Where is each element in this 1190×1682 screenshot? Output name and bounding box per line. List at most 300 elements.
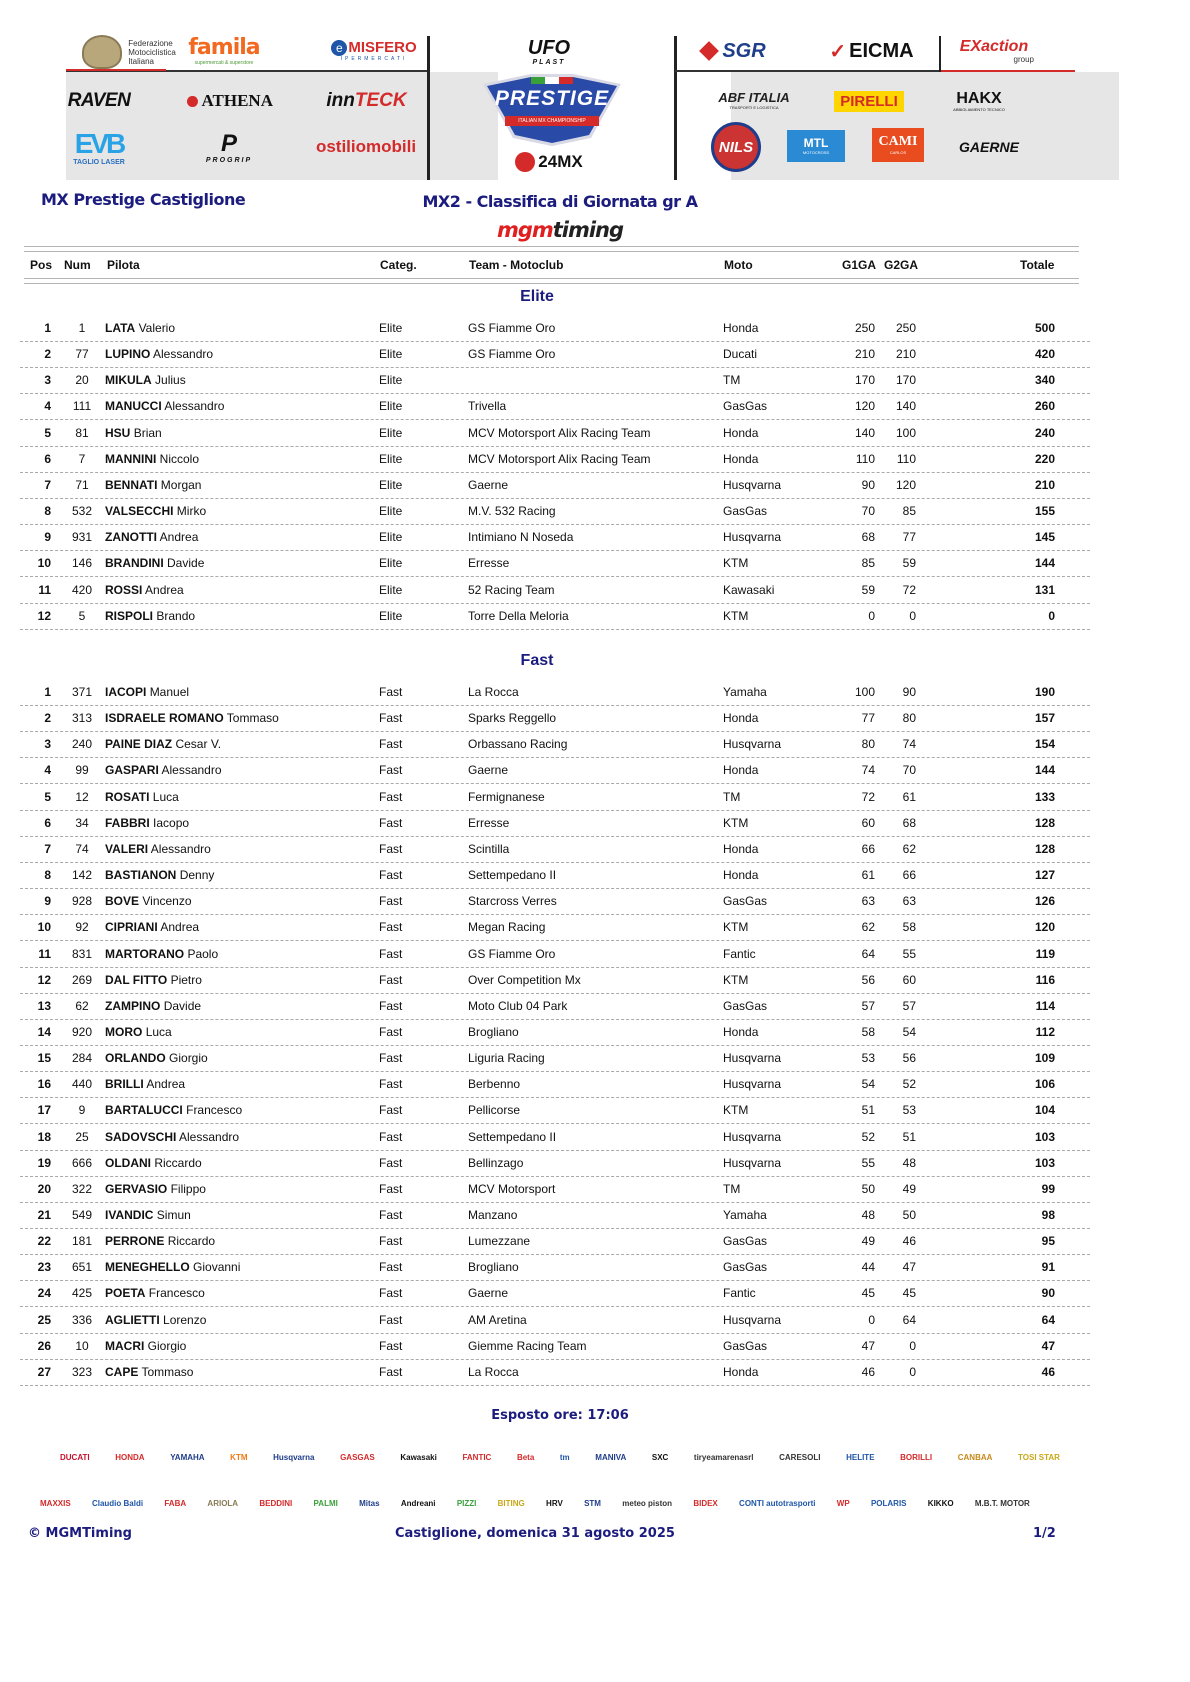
- team: GS Fiamme Oro: [468, 347, 556, 362]
- team: Erresse: [468, 815, 510, 830]
- team: La Rocca: [468, 1364, 519, 1379]
- moto: GasGas: [723, 504, 768, 519]
- race1-points: 140: [854, 425, 875, 440]
- pilot-name: [105, 1182, 370, 1196]
- position: 2: [44, 711, 51, 726]
- race1-points: 250: [854, 321, 875, 335]
- sponsor-logo: Andreani: [400, 1498, 436, 1508]
- pilot-last-name: BARTALUCCI: [105, 1103, 183, 1118]
- race1-points: 61: [861, 868, 875, 883]
- race1-points: 49: [861, 1234, 875, 1249]
- sponsor-logo: CARESOLI: [779, 1452, 821, 1462]
- race2-points: 80: [902, 711, 916, 726]
- header-rule: [24, 246, 1079, 252]
- total-points: 112: [1035, 1024, 1055, 1039]
- 24mx-text: 24MX: [538, 152, 583, 171]
- team: Settempedano II: [468, 1129, 557, 1144]
- table-row: [20, 1150, 1090, 1177]
- pilot-first-name: Iacopo: [153, 815, 190, 830]
- position: 17: [37, 1103, 51, 1118]
- position: 1: [44, 685, 51, 699]
- race-number: 10: [75, 1338, 89, 1353]
- section-title: Elite: [520, 288, 554, 305]
- position: 4: [44, 399, 51, 414]
- category: Fast: [379, 1103, 403, 1118]
- total-points: 128: [1034, 815, 1055, 830]
- race-number: 420: [71, 582, 93, 597]
- fmi-emblem-icon: [82, 35, 122, 69]
- pilot-last-name: PAINE DIAZ: [105, 737, 173, 752]
- team: Scintilla: [468, 841, 510, 856]
- position: 21: [37, 1208, 51, 1222]
- pilot-name: [105, 947, 370, 961]
- position: 20: [37, 1181, 51, 1196]
- category: Fast: [379, 1364, 403, 1379]
- total-points: 114: [1035, 998, 1055, 1013]
- moto: GasGas: [723, 1234, 768, 1249]
- header-rule: [24, 278, 1079, 284]
- classification-title: MX2 - Classifica di Giornata gr A: [422, 192, 698, 211]
- pilot-name: [105, 426, 370, 440]
- category: Fast: [379, 972, 403, 987]
- hakx-text: HAKX: [956, 89, 1002, 107]
- team: Settempedano II: [468, 868, 557, 883]
- pilot-first-name: Luca: [145, 1024, 172, 1039]
- moto: Husqvarna: [723, 737, 782, 752]
- race-number: 181: [71, 1234, 93, 1249]
- sponsor-logo: HONDA: [115, 1452, 145, 1462]
- sponsor-logo: STM: [584, 1498, 601, 1508]
- race-number: 20: [75, 373, 89, 388]
- position: 5: [44, 789, 51, 804]
- pilot-first-name: Brian: [133, 425, 162, 440]
- total-points: 145: [1034, 530, 1055, 545]
- pilot-first-name: Giorgio: [147, 1338, 187, 1353]
- pilot-name: [105, 1260, 370, 1274]
- moto: Honda: [723, 868, 759, 883]
- category: Fast: [379, 841, 403, 856]
- pilot-last-name: DAL FITTO: [105, 972, 168, 987]
- athena-text: ATHENA: [201, 91, 273, 110]
- sponsor-logo: DUCATI: [60, 1452, 90, 1462]
- pilot-last-name: MENEGHELLO: [105, 1260, 190, 1275]
- team: Lumezzane: [468, 1234, 531, 1249]
- race1-points: 46: [861, 1364, 875, 1379]
- position: 3: [44, 737, 51, 752]
- table-row: [20, 550, 1090, 577]
- race1-points: 66: [861, 841, 875, 856]
- table-row: [20, 603, 1090, 630]
- pilot-last-name: LATA: [105, 321, 136, 335]
- banner-right-panel: [731, 72, 1119, 180]
- pilot-first-name: Valerio: [138, 321, 176, 335]
- race2-points: 66: [902, 868, 916, 883]
- position: 6: [44, 451, 51, 466]
- pilot-first-name: Riccardo: [167, 1234, 216, 1249]
- category: Fast: [379, 1338, 403, 1353]
- moto: GasGas: [723, 399, 768, 414]
- pilot-name: [105, 711, 370, 725]
- race-number: 928: [71, 894, 93, 909]
- race1-points: 62: [861, 920, 875, 935]
- team: Gaerne: [468, 763, 509, 778]
- pilot-last-name: IVANDIC: [105, 1208, 154, 1222]
- sponsor-logo: ARIOLA: [207, 1498, 239, 1508]
- position: 3: [44, 373, 51, 388]
- total-points: 119: [1035, 946, 1055, 961]
- race-number: 666: [71, 1155, 93, 1170]
- race2-points: 74: [902, 737, 916, 752]
- category: Fast: [379, 1024, 403, 1039]
- fmi-text: Federazione Motociclistica Italiana: [128, 38, 176, 66]
- position: 7: [44, 477, 51, 492]
- pilot-last-name: VALERI: [105, 841, 149, 856]
- moto: KTM: [723, 920, 749, 935]
- sponsor-logo: tiryeamarenasrl: [693, 1452, 754, 1462]
- moto: Fantic: [723, 1286, 756, 1301]
- table-row: [20, 341, 1090, 368]
- race2-points: 64: [902, 1312, 916, 1327]
- team: Orbassano Racing: [468, 737, 568, 752]
- moto: Husqvarna: [723, 1129, 782, 1144]
- race1-points: 110: [855, 451, 875, 466]
- position: 9: [44, 530, 51, 545]
- category: Fast: [379, 737, 403, 752]
- pilot-last-name: AGLIETTI: [105, 1312, 160, 1327]
- moto: GasGas: [723, 998, 768, 1013]
- pilot-name: [105, 556, 370, 570]
- table-row: [20, 731, 1090, 758]
- prestige-text: PRESTIGE: [494, 87, 610, 110]
- sponsor-logo: HELITE: [846, 1452, 875, 1462]
- category: Elite: [379, 582, 403, 597]
- moto: GasGas: [723, 1260, 768, 1275]
- banner-left-panel: [66, 72, 498, 180]
- total-points: 104: [1034, 1103, 1055, 1118]
- 24mx-logo: [504, 148, 594, 176]
- pilot-last-name: POETA: [105, 1286, 146, 1301]
- race1-points: 90: [861, 477, 875, 492]
- pilot-first-name: Mirko: [176, 504, 207, 519]
- pilot-last-name: ZAMPINO: [105, 998, 161, 1013]
- fmi-logo: [79, 36, 179, 68]
- team: Sparks Reggello: [468, 711, 557, 726]
- cami-logo: [872, 128, 924, 162]
- category: Fast: [379, 1208, 403, 1222]
- position: 7: [44, 841, 51, 856]
- moto: Honda: [723, 321, 759, 335]
- pilot-last-name: FABBRI: [105, 815, 150, 830]
- race2-points: 58: [902, 920, 916, 935]
- team: Trivella: [468, 399, 507, 414]
- moto: Yamaha: [723, 685, 767, 699]
- race2-points: 60: [902, 972, 916, 987]
- race1-points: 57: [861, 998, 875, 1013]
- table-row: [20, 1071, 1090, 1098]
- ufo-text: UFO: [527, 36, 571, 59]
- race-number: 549: [71, 1208, 93, 1222]
- team: Fermignanese: [468, 789, 545, 804]
- table-row: [20, 446, 1090, 473]
- moto: Ducati: [723, 347, 758, 362]
- page-number: 1/2: [1033, 1526, 1056, 1541]
- category: Fast: [379, 894, 403, 909]
- progrip-text: PROGRIP: [205, 156, 253, 164]
- moto: Honda: [723, 1024, 759, 1039]
- race2-points: 57: [902, 998, 916, 1013]
- table-row: [20, 472, 1090, 499]
- event-title: MX Prestige Castiglione: [41, 190, 246, 209]
- pilot-first-name: Andrea: [145, 582, 184, 597]
- table-row: [20, 914, 1090, 941]
- sponsor-logo: MAXXIS: [40, 1498, 71, 1508]
- race-number: 25: [75, 1129, 89, 1144]
- race2-points: 170: [895, 373, 916, 388]
- category: Fast: [379, 868, 403, 883]
- exaction-logo: [954, 37, 1034, 65]
- table-row: [20, 941, 1090, 968]
- pilot-last-name: BASTIANON: [105, 868, 177, 883]
- sgr-mark-icon: [699, 41, 719, 61]
- sponsor-logo: KTM: [230, 1452, 248, 1462]
- pilot-first-name: Luca: [152, 789, 179, 804]
- category: Fast: [379, 920, 403, 935]
- pilot-last-name: PERRONE: [105, 1234, 165, 1249]
- race2-points: 70: [902, 763, 916, 778]
- evb-logo: [71, 128, 127, 168]
- team: Bellinzago: [468, 1155, 524, 1170]
- race1-points: 68: [861, 530, 875, 545]
- col-category: Categ.: [380, 258, 417, 272]
- position: 15: [37, 1051, 51, 1066]
- famila-text: famila: [188, 35, 260, 60]
- sponsor-logo: Beta: [516, 1452, 535, 1462]
- race1-points: 47: [861, 1338, 875, 1353]
- race2-points: 63: [902, 894, 916, 909]
- race-number: 920: [71, 1024, 93, 1039]
- total-points: 103: [1034, 1155, 1055, 1170]
- team: Torre Della Meloria: [468, 608, 569, 623]
- race1-points: 100: [854, 685, 875, 699]
- prestige-subtitle: ITALIAN MX CHAMPIONSHIP: [505, 116, 599, 126]
- pilot-first-name: Cesar V.: [175, 737, 222, 752]
- ostiliomobili-logo: ostiliomobili: [315, 137, 417, 156]
- cami-subtitle: CARLOS: [889, 150, 907, 155]
- pilot-last-name: MARTORANO: [105, 946, 185, 961]
- race-number: 269: [71, 972, 93, 987]
- table-row: [20, 1228, 1090, 1255]
- moto: Husqvarna: [723, 1051, 782, 1066]
- moto: Honda: [723, 451, 759, 466]
- total-points: 126: [1034, 894, 1055, 909]
- sponsor-logo: YAMAHA: [170, 1452, 205, 1462]
- pilot-last-name: LUPINO: [105, 347, 151, 362]
- race1-points: 51: [861, 1103, 875, 1118]
- sponsor-logo: MANIVA: [595, 1452, 627, 1462]
- pilot-name: [105, 373, 370, 387]
- moto: TM: [723, 789, 741, 804]
- mtl-subtitle: MOTOCROSS: [802, 150, 830, 155]
- pilot-first-name: Filippo: [170, 1181, 206, 1196]
- col-num: Num: [64, 258, 91, 272]
- table-row: [20, 1359, 1090, 1386]
- position: 16: [37, 1077, 51, 1092]
- category: Fast: [379, 1234, 403, 1249]
- mgmtiming-logo: [480, 218, 640, 242]
- pilot-last-name: CAPE: [105, 1364, 139, 1379]
- team: M.V. 532 Racing: [468, 504, 556, 519]
- hakx-subtitle: ABBIGLIAMENTO TECNICO: [953, 106, 1005, 112]
- team: Megan Racing: [468, 920, 546, 935]
- race1-points: 72: [861, 789, 875, 804]
- team: MCV Motorsport Alix Racing Team: [468, 425, 651, 440]
- position: 19: [37, 1155, 51, 1170]
- team: Starcross Verres: [468, 894, 557, 909]
- total-points: 154: [1034, 737, 1055, 752]
- race2-points: 250: [895, 321, 916, 335]
- race1-points: 0: [868, 1312, 875, 1327]
- table-row: [20, 679, 1090, 706]
- pilot-last-name: ISDRAELE ROMANO: [105, 711, 224, 726]
- pilot-last-name: MORO: [105, 1024, 143, 1039]
- pilot-first-name: Alessandro: [164, 399, 225, 414]
- pilot-name: [105, 973, 370, 987]
- total-points: 131: [1034, 582, 1055, 597]
- pilot-name: [105, 530, 370, 544]
- col-team: Team - Motoclub: [469, 258, 564, 272]
- total-points: 0: [1048, 608, 1055, 623]
- total-points: 133: [1034, 789, 1055, 804]
- pilot-name: [105, 894, 370, 908]
- table-row: [20, 993, 1090, 1020]
- sponsor-logo: Claudio Baldi: [91, 1498, 144, 1508]
- race-number: 142: [71, 868, 93, 883]
- pilot-name: [105, 1103, 370, 1117]
- progrip-mark: P: [220, 129, 237, 157]
- pilot-first-name: Vincenzo: [142, 894, 192, 909]
- category: Elite: [379, 321, 403, 335]
- total-points: 95: [1041, 1234, 1055, 1249]
- abf-text: ABF ITALIA: [718, 90, 790, 105]
- sponsor-logo: CONTI autotrasporti: [739, 1498, 816, 1508]
- table-row: [20, 393, 1090, 420]
- race2-points: 210: [895, 347, 916, 362]
- race2-points: 49: [902, 1181, 916, 1196]
- position: 24: [37, 1286, 51, 1301]
- place-date: Castiglione, domenica 31 agosto 2025: [395, 1526, 675, 1541]
- misfero-wordmark: [331, 40, 416, 56]
- pilot-name: [105, 1156, 370, 1170]
- pilot-name: [105, 737, 370, 751]
- mgm-logo-part: mgm: [496, 218, 553, 242]
- pilot-first-name: Julius: [155, 373, 186, 388]
- table-row: [20, 888, 1090, 915]
- divider: [939, 36, 941, 72]
- total-points: 120: [1034, 920, 1055, 935]
- moto: Honda: [723, 1364, 759, 1379]
- race-number: 322: [71, 1181, 93, 1196]
- category: Fast: [379, 1051, 403, 1066]
- sponsor-logo: tm: [559, 1452, 570, 1462]
- team: AM Aretina: [468, 1312, 527, 1327]
- table-header: [0, 258, 1190, 276]
- total-points: 47: [1041, 1338, 1055, 1353]
- race1-points: 170: [854, 373, 875, 388]
- race-number: 77: [75, 347, 89, 362]
- position: 12: [37, 608, 51, 623]
- abf-subtitle: TRASPORTI E LOGISTICA: [729, 105, 779, 110]
- pilot-name: [105, 816, 370, 830]
- race-number: 111: [72, 399, 92, 414]
- pilot-last-name: SADOVSCHI: [105, 1129, 177, 1144]
- pilot-last-name: OLDANI: [105, 1155, 151, 1170]
- table-row: [20, 1254, 1090, 1281]
- race2-points: 54: [902, 1024, 916, 1039]
- race1-points: 70: [861, 504, 875, 519]
- ufo-plast-logo: [509, 37, 589, 67]
- race2-points: 61: [902, 789, 916, 804]
- pilot-last-name: ORLANDO: [105, 1051, 166, 1066]
- pilot-name: [105, 763, 370, 777]
- pilot-last-name: CIPRIANI: [105, 920, 158, 935]
- total-points: 500: [1034, 321, 1055, 335]
- category: Fast: [379, 815, 403, 830]
- race-number: 62: [75, 998, 89, 1013]
- race-number: 81: [75, 425, 89, 440]
- race2-points: 50: [902, 1208, 916, 1222]
- moto: Husqvarna: [723, 1312, 782, 1327]
- table-row: [20, 810, 1090, 837]
- sponsor-logo: Mitas: [359, 1498, 380, 1508]
- pilot-last-name: BRANDINI: [105, 556, 164, 571]
- position: 1: [44, 321, 51, 335]
- sponsor-logo: GASGAS: [340, 1452, 375, 1462]
- col-pilot: Pilota: [107, 258, 140, 272]
- race2-points: 47: [902, 1260, 916, 1275]
- moto: TM: [723, 1181, 741, 1196]
- pilot-first-name: Andrea: [160, 920, 200, 935]
- position: 22: [37, 1234, 51, 1249]
- race-number: 1: [78, 321, 86, 335]
- famila-logo: [184, 35, 264, 67]
- timing-logo-part: timing: [552, 218, 624, 242]
- total-points: 99: [1041, 1181, 1055, 1196]
- race1-points: 0: [868, 608, 875, 623]
- pilot-name: [105, 478, 370, 492]
- pilot-first-name: Giovanni: [193, 1260, 241, 1275]
- pilot-first-name: Davide: [163, 998, 202, 1013]
- total-points: 420: [1034, 347, 1055, 362]
- race2-points: 45: [902, 1286, 916, 1301]
- pilot-name: [105, 1286, 370, 1300]
- table-row: [20, 836, 1090, 863]
- pilot-first-name: Andrea: [146, 1077, 186, 1092]
- table-row: [20, 1097, 1090, 1124]
- race-number: 5: [78, 608, 86, 623]
- 24mx-mark-icon: [515, 152, 535, 172]
- race-number: 9: [78, 1103, 86, 1118]
- pilot-last-name: ROSATI: [105, 789, 150, 804]
- total-points: 220: [1034, 451, 1055, 466]
- category: Fast: [379, 1260, 403, 1275]
- divider: [427, 36, 430, 180]
- innteck-text-2: TECK: [354, 90, 407, 111]
- category: Elite: [379, 451, 403, 466]
- race2-points: 90: [902, 685, 916, 699]
- pilot-name: [105, 583, 370, 597]
- position: 18: [37, 1129, 51, 1144]
- total-points: 91: [1041, 1260, 1055, 1275]
